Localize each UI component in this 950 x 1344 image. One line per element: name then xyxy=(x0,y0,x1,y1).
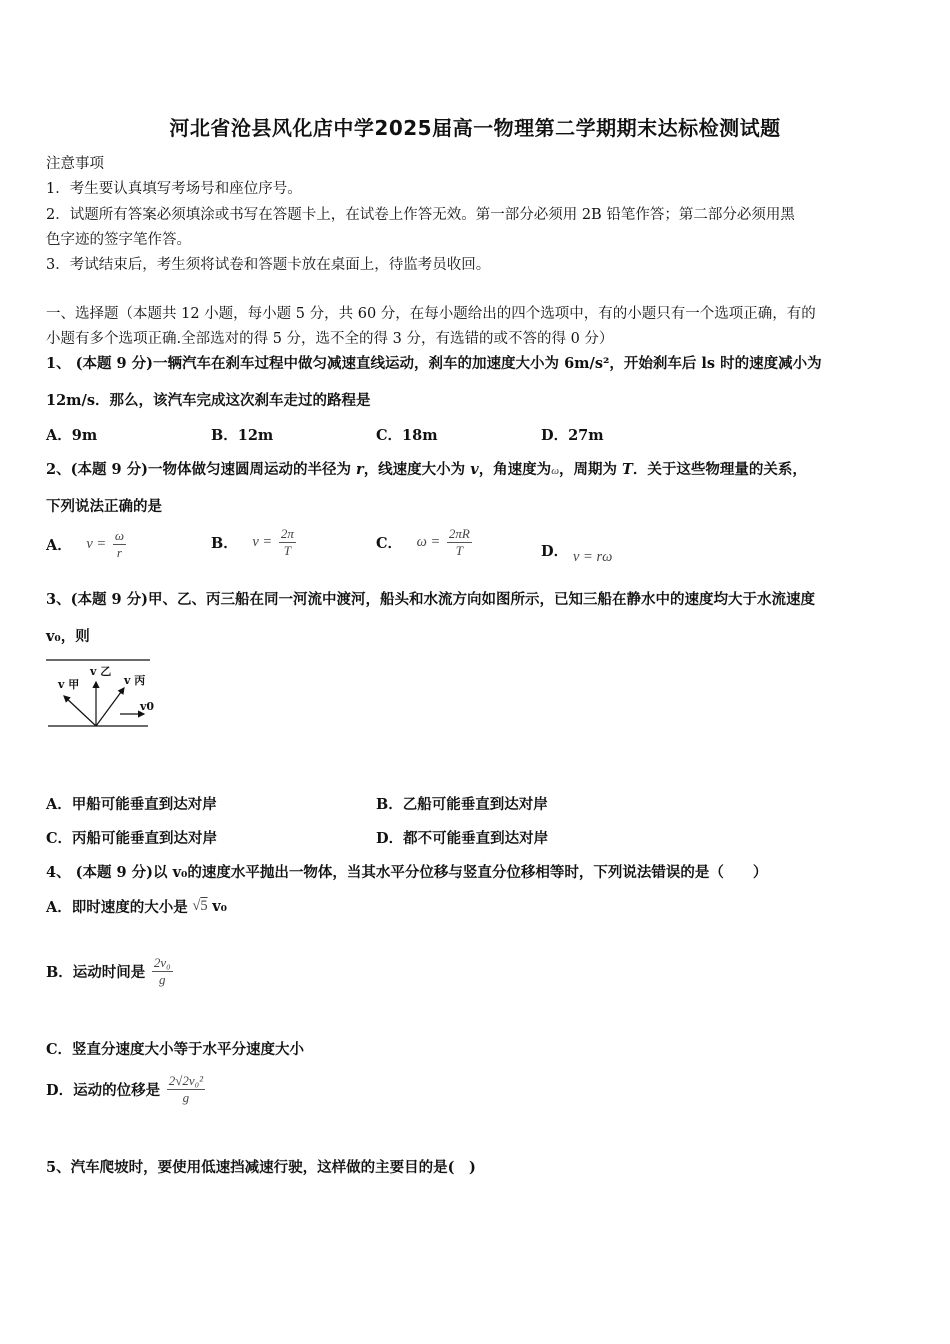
q1-option-c: C．18m xyxy=(376,427,438,444)
v-bing-label: v 丙 xyxy=(124,674,146,687)
sqrt-symbol: √5 xyxy=(192,898,208,914)
q5-stem: 5、汽车爬坡时，要使用低速挡减速行驶，这样做的主要目的是( ) xyxy=(46,1159,476,1176)
q3-option-a: A．甲船可能垂直到达对岸 xyxy=(46,796,217,813)
q2-stem-line2: 下列说法正确的是 xyxy=(46,498,162,515)
q2-option-a: A． v = $\frac{\omega}{r}$ xyxy=(46,528,125,560)
q3-stem-line2: v₀，则 xyxy=(46,628,90,645)
q2-option-b: B． v = $\frac{2\pi}{T}$ xyxy=(211,526,294,558)
q1-option-b: B．12m xyxy=(211,427,274,444)
notice-item: 3．考试结束后，考生须将试卷和答题卡放在桌面上，待监考员收回。 xyxy=(46,257,491,273)
v-bing-arrow xyxy=(96,688,124,726)
v-jia-label: v 甲 xyxy=(58,678,80,691)
q4-option-a: A．即时速度的大小是 √5 v₀ xyxy=(46,898,227,916)
notice-item: 色字迹的签字笔作答。 xyxy=(46,232,191,248)
v0-label: v0 xyxy=(140,700,155,713)
q3-option-d: D．都不可能垂直到达对岸 xyxy=(376,830,549,847)
v-jia-arrow xyxy=(64,696,96,726)
river-diagram xyxy=(44,654,162,730)
notice-item: 2．试题所有答案必须填涂或书写在答题卡上，在试卷上作答无效。第一部分必须用 2B 铅笔作答；第二部分必须用黑 xyxy=(46,207,795,223)
q1-stem-line2: 12m/s．那么，该汽车完成这次刹车走过的路程是 xyxy=(46,392,371,409)
section-heading-line2: 小题有多个选项正确.全部选对的得 5 分，选不全的得 3 分，有选错的或不答的得 0 分） xyxy=(46,331,614,347)
q1-stem-line1: 1、 (本题 9 分)一辆汽车在刹车过程中做匀减速直线运动，刹车的加速度大小为 6m/s²，开始刹车后 ls 时的速度减小为 xyxy=(46,355,822,372)
q2-stem-line1: 2、(本题 9 分)一物体做匀速圆周运动的半径为 r，线速度大小为 v，角速度为ω，周期为 T．关于这些物理量的关系， xyxy=(46,461,807,478)
section-heading-line1: 一、选择题（本题共 12 小题，每小题 5 分，共 60 分，在每小题给出的四个选项中，有的小题只有一个选项正确，有的 xyxy=(46,306,816,322)
q3-option-c: C．丙船可能垂直到达对岸 xyxy=(46,830,218,847)
q2-option-d-label: D． xyxy=(541,543,569,560)
v-yi-label: v 乙 xyxy=(90,665,112,678)
q2-option-d-formula: v = rω xyxy=(573,549,613,565)
q1-option-d: D．27m xyxy=(541,427,604,444)
page-title: 河北省沧县风化店中学2025届高一物理第二学期期末达标检测试题 xyxy=(169,116,781,140)
q4-option-c: C．竖直分速度大小等于水平分速度大小 xyxy=(46,1041,305,1058)
q4-stem: 4、 (本题 9 分)以 v₀的速度水平抛出一物体，当其水平分位移与竖直分位移相等时，下列说法错误的是（ ） xyxy=(46,864,768,881)
q1-option-a: A．9m xyxy=(46,427,98,444)
q4-option-b: B．运动时间是 $\frac{\text{2v₀}}{g}$ xyxy=(46,955,171,987)
q3-option-b: B．乙船可能垂直到达对岸 xyxy=(376,796,548,813)
q3-stem-line1: 3、(本题 9 分)甲、乙、丙三船在同一河流中渡河，船头和水流方向如图所示，已知三船在静水中的速度均大于水流速度 xyxy=(46,591,815,608)
notice-item: 1．考生要认真填写考场号和座位序号。 xyxy=(46,181,302,197)
q2-option-c: C． ω = $\frac{2\pi R}{T}$ xyxy=(376,526,470,558)
q4-option-d: D．运动的位移是 $\frac{\text{2√2v₀²}}{g}$ xyxy=(46,1073,204,1105)
notice-heading: 注意事项 xyxy=(46,156,104,172)
